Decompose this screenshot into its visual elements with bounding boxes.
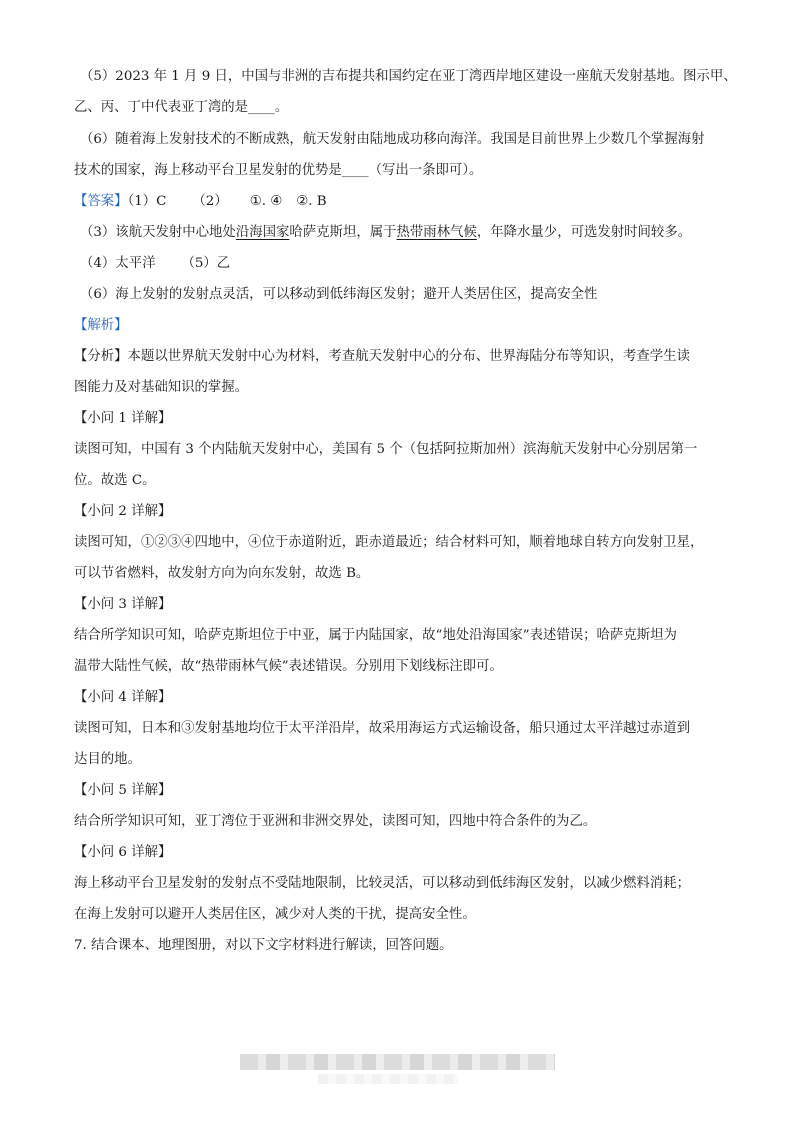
sub-question-1-title: 【小问 1 详解】 — [74, 411, 172, 426]
answer-4-5 — [80, 254, 733, 274]
analysis-intro-line-2: 图能力及对基础知识的掌握。 — [74, 380, 249, 395]
analysis-label: 【解析】 — [74, 318, 128, 333]
answer-label: 【答案】 — [74, 194, 128, 209]
answer-2-part-2: ②. B — [296, 194, 327, 209]
question-5-line-1: （5）2023 年 1 月 9 日，中国与非洲的吉布提共和国约定在亚丁湾西岸地区建设一座航天发射基地。图示甲、 — [80, 69, 737, 84]
sub-question-1-line-2: 位。故选 C。 — [74, 473, 156, 488]
answer-1: （1）C — [127, 194, 167, 209]
answer-2: （2） — [192, 194, 228, 209]
question-7: 7. 结合课本、地理图册，对以下文字材料进行解读，回答问题。 — [74, 938, 453, 953]
answer-3-underline-2: 热带雨林气候 — [396, 225, 477, 240]
question-6-line-2: 技术的国家，海上移动平台卫星发射的优势是____（写出一条即可）。 — [74, 163, 483, 178]
sub-question-6-title: 【小问 6 详解】 — [74, 845, 172, 860]
sub-question-1-line-1: 读图可知，中国有 3 个内陆航天发射中心，美国有 5 个（包括阿拉斯加州）滨海航天发射中心分别居第一 — [74, 442, 698, 457]
answer-4: （4）太平洋 — [80, 256, 156, 271]
sub-question-4-line-1: 读图可知，日本和③发射基地均位于太平洋沿岸，故采用海运方式运输设备，船只通过太平洋越过赤道到 — [74, 721, 690, 736]
answer-line-1 — [74, 192, 733, 212]
sub-question-2-title: 【小问 2 详解】 — [74, 504, 172, 519]
sub-question-6-line-1: 海上移动平台卫星发射的发射点不受陆地限制，比较灵活，可以移动到低纬海区发射，以减少燃料消耗； — [74, 876, 690, 891]
answer-3-mid: 哈萨克斯坦，属于 — [289, 225, 397, 240]
answer-3 — [80, 223, 733, 243]
answer-2-part-1: ①. ④ — [249, 194, 283, 209]
sub-question-5-title: 【小问 5 详解】 — [74, 783, 172, 798]
answer-5: （5）乙 — [181, 256, 231, 271]
question-5-line-2: 乙、丙、丁中代表亚丁湾的是____。 — [74, 100, 289, 115]
blurred-watermark-sub — [318, 1074, 458, 1084]
sub-question-3-line-2: 温带大陆性气候，故“热带雨林气候”表述错误。分别用下划线标注即可。 — [74, 659, 503, 674]
sub-question-4-title: 【小问 4 详解】 — [74, 690, 172, 705]
answer-3-pre: （3）该航天发射中心地处 — [80, 225, 236, 240]
sub-question-4-line-2: 达目的地。 — [74, 752, 141, 767]
sub-question-3-line-1: 结合所学知识可知，哈萨克斯坦位于中亚，属于内陆国家，故“地处沿海国家”表述错误；哈萨克斯坦为 — [74, 628, 677, 643]
sub-question-3-title: 【小问 3 详解】 — [74, 597, 172, 612]
answer-3-post: ，年降水量少，可选发射时间较多。 — [476, 225, 692, 240]
answer-6: （6）海上发射的发射点灵活，可以移动到低纬海区发射；避开人类居住区，提高安全性 — [80, 287, 598, 302]
sub-question-5-line-1: 结合所学知识可知，亚丁湾位于亚洲和非洲交界处，读图可知，四地中符合条件的为乙。 — [74, 814, 597, 829]
answer-3-underline-1: 沿海国家 — [235, 225, 290, 240]
sub-question-2-line-2: 可以节省燃料，故发射方向为向东发射，故选 B。 — [74, 566, 370, 581]
sub-question-6-line-2: 在海上发射可以避开人类居住区，减少对人类的干扰，提高安全性。 — [74, 907, 476, 922]
blurred-watermark — [240, 1054, 555, 1070]
analysis-intro-line-1: 【分析】本题以世界航天发射中心为材料，考查航天发射中心的分布、世界海陆分布等知识，考查学生读 — [74, 349, 690, 364]
question-6-line-1: （6）随着海上发射技术的不断成熟，航天发射由陆地成功移向海洋。我国是目前世界上少数几个掌握海射 — [80, 132, 705, 147]
sub-question-2-line-1: 读图可知，①②③④四地中，④位于赤道附近，距赤道最近；结合材料可知，顺着地球自转方向发射卫星， — [74, 535, 704, 550]
